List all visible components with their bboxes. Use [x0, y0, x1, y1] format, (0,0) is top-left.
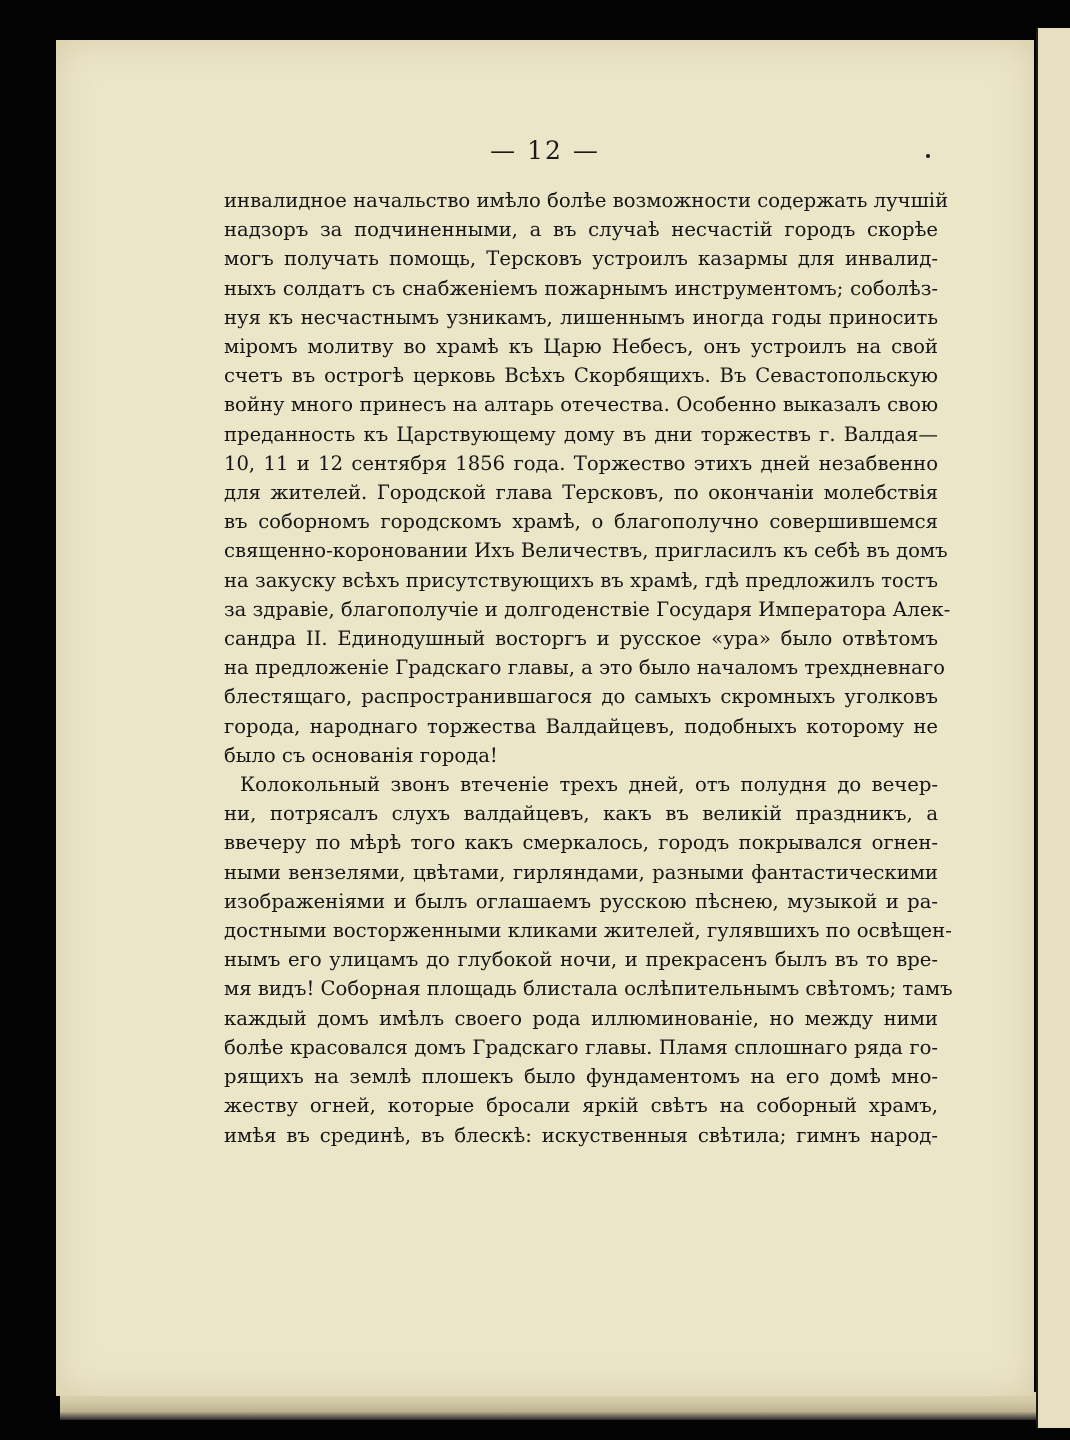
text-line: ни, потрясалъ слухъ валдайцевъ, какъ въ великій праздникъ, а — [224, 802, 938, 826]
text-line: могъ получать помощь, Терсковъ устроилъ казармы для инвалид- — [224, 247, 938, 271]
page-number: — 12 — — [490, 136, 600, 165]
text-line: 10, 11 и 12 сентября 1856 года. Торжество этихъ дней незабвенно — [224, 451, 938, 475]
text-line: ввечеру по мѣрѣ того какъ смеркалось, городъ покрывался огнен- — [224, 831, 938, 855]
text-line: инвалидное начальство имѣло болѣе возможности содержать лучшій — [224, 189, 949, 212]
page-stack-edge — [60, 1392, 1036, 1420]
ink-speck — [926, 154, 930, 158]
text-line: сандра II. Единодушный восторгъ и русское «ура» было отвѣтомъ — [224, 627, 938, 651]
text-line: міромъ молитву во храмѣ къ Царю Небесъ, онъ устроилъ на свой — [224, 335, 938, 359]
text-line: рящихъ на землѣ плошекъ было фундаментомъ на его домѣ мно- — [224, 1065, 938, 1089]
facing-page-edge — [1036, 28, 1070, 1428]
text-line: жеству огней, которые бросали яркій свѣтъ на соборный храмъ, — [224, 1094, 938, 1118]
text-line: на предложеніе Градскаго главы, а это было началомъ трехдневнаго — [224, 656, 945, 680]
text-line: за здравіе, благополучіе и долгоденствіе Государя Императора Алек- — [224, 597, 951, 621]
text-line: мя видъ! Соборная площадь блистала ослѣпительнымъ свѣтомъ; тамъ — [224, 977, 953, 1001]
book-page — [56, 40, 1034, 1396]
text-line: ныхъ солдатъ съ снабженіемъ пожарнымъ инструментомъ; соболѣз- — [224, 276, 938, 300]
text-line: счетъ въ острогѣ церковь Всѣхъ Скорбящихъ. Въ Севастопольскую — [224, 364, 938, 388]
text-line: ными вензелями, цвѣтами, гирляндами, разными фантастическими — [224, 860, 938, 884]
text-line: нымъ его улицамъ до глубокой ночи, и прекрасенъ былъ въ то вре- — [224, 948, 938, 972]
text-line: для жителей. Городской глава Терсковъ, по окончаніи молебствія — [224, 481, 938, 505]
text-line: въ соборномъ городскомъ храмѣ, о благополучно совершившемся — [224, 510, 938, 534]
text-line: было съ основанія города! — [224, 743, 498, 767]
body-text — [224, 186, 953, 1150]
text-line: каждый домъ имѣлъ своего рода иллюминованіе, но между ними — [224, 1006, 938, 1030]
text-line: достными восторженными кликами жителей, гулявшихъ по освѣщен- — [224, 919, 952, 943]
text-line: на закуску всѣхъ присутствующихъ въ храмѣ, гдѣ предложилъ тостъ — [224, 568, 938, 592]
text-line: преданность къ Царствующему дому въ дни торжествъ г. Валдая— — [224, 422, 938, 446]
text-line: войну много принесъ на алтарь отечества. Особенно выказалъ свою — [224, 393, 938, 417]
text-line: имѣя въ срединѣ, въ блескѣ: искуственныя свѣтила; гимнъ народ- — [224, 1123, 938, 1147]
text-line: Колокольный звонъ втеченіе трехъ дней, отъ полудня до вечер- — [240, 773, 938, 797]
text-line: изображеніями и былъ оглашаемъ русскою пѣснею, музыкой и ра- — [224, 889, 938, 913]
text-line: надзоръ за подчиненными, а въ случаѣ несчастій городъ скорѣе — [224, 218, 938, 242]
text-line: города, народнаго торжества Валдайцевъ, подобныхъ которому не — [224, 714, 938, 738]
text-line: нуя къ несчастнымъ узникамъ, лишеннымъ иногда годы приносить — [224, 305, 938, 329]
text-line: священно-короновании Ихъ Величествъ, пригласилъ къ себѣ въ домъ — [224, 539, 948, 563]
text-line: болѣе красовался домъ Градскаго главы. Пламя сплошнаго ряда го- — [224, 1035, 938, 1059]
text-line: блестящаго, распространившагося до самыхъ скромныхъ уголковъ — [224, 685, 938, 709]
